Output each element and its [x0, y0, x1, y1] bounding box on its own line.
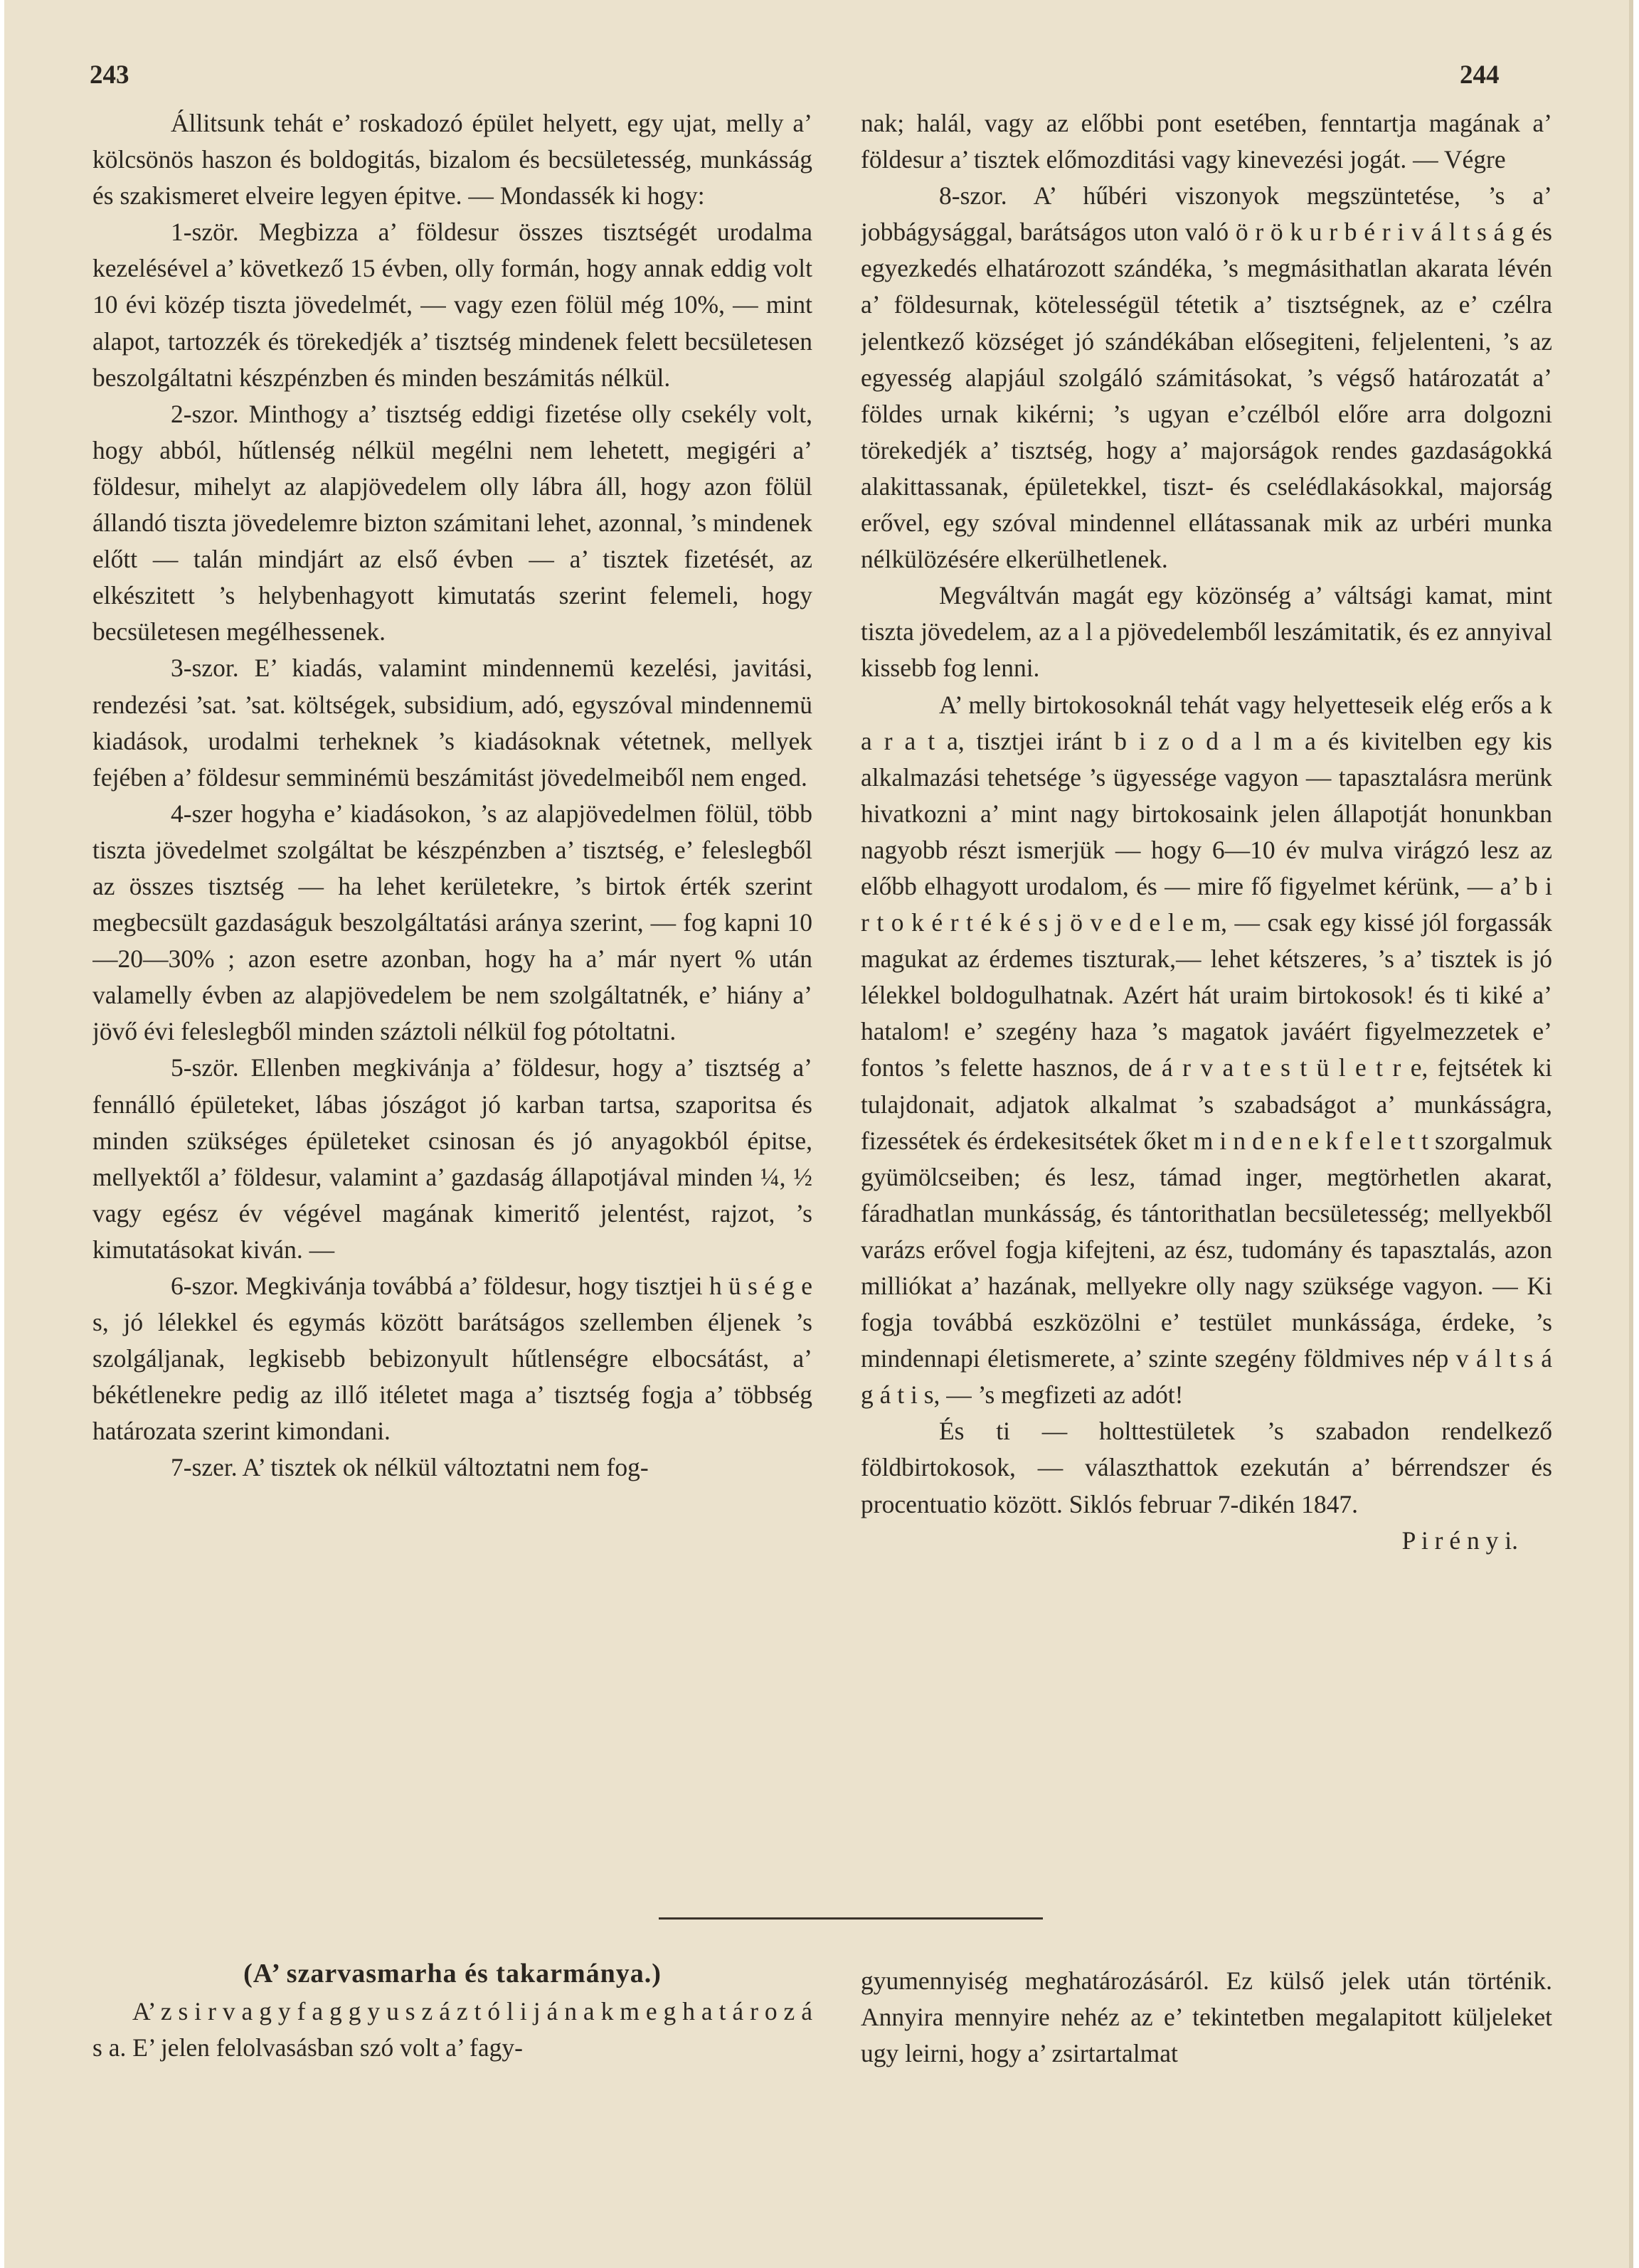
newspaper-page [4, 0, 1633, 2268]
paragraph: 4-szer hogyha e’ kiadásokon, ’s az alapjövedelmen fölül, több tiszta jövedelmet szolgáltat be készpénzben a’ tisztség, e’ feleslegből az összes tisztség — ha lehet kerületekre, ’s birtok érték szerint megbecsült gazdaságuk beszolgáltatási aránya szerint, — fog kapni 10—20—30% ; azon esetre azonban, hogy ha a’ már nyert % után valamelly évben az alapjövedelem be nem szolgáltatnék, e’ hiány a’ jövő évi feleslegből minden száztoli nélkül fog pótoltatni. [92, 799, 812, 1046]
paragraph: 3-szor. E’ kiadás, valamint mindennemü kezelési, javitási, rendezési ’sat. ’sat. költségek, subsidium, adó, egyszóval mindennemü kiadások, urodalmi terheknek ’s kiadásoknak vétetnek, mellyek fejében a’ földesur semminémü beszámitást jövedelmeiből nem enged. [92, 654, 812, 792]
paragraph: 6-szor. Megkivánja továbbá a’ földesur, hogy tisztjei h ü s é g e s, jó lélekkel és egymás között barátságos szellemben éljenek ’s szolgáljanak, legkisebb bebizonyult hűtlenségre elbocsátást, a’ békétlenekre pedig az illő itéletet maga a’ tisztség fogja a’ többség határozata szerint kimondani. [92, 1272, 812, 1446]
paragraph: 1-ször. Megbizza a’ földesur összes tisztségét urodalma kezelésével a’ következő 15 évben, olly formán, hogy annak eddig volt 10 évi közép tiszta jövedelmét, — vagy ezen fölül még 10%, — mint alapot, tartozzék és törekedjék a’ tisztség mindenek felett becsületesen beszolgáltatni készpénzben és minden beszámitás nélkül. [92, 218, 812, 392]
page-edge [1629, 0, 1633, 2268]
article-title: (A’ szarvasmarha és takarmánya.) [243, 1959, 662, 1989]
paragraph: Állitsunk tehát e’ roskadozó épület helyett, egy ujat, melly a’ kölcsönös haszon és boldogitás, bizalom és becsületesség, munkásság és szakismeret elveire legyen épitve. — Mondassék ki hogy: [92, 109, 812, 211]
signature: P i r é n y i. [1401, 1526, 1518, 1555]
bottom-article-right [861, 1963, 1552, 2072]
paragraph: 7-szer. A’ tisztek ok nélkül változtatni nem fog- [171, 1453, 649, 1482]
paragraph: 2-szor. Minthogy a’ tisztség eddigi fizetése olly csekély volt, hogy abból, hűtlenség nélkül megélni nem lehetett, megigéri a’ földesur, mihelyt az alapjövedelem olly lábra áll, hogy azon fölül állandó tiszta jövedelemre bizton számitani lehet, azonnal, ’s mindenek előtt — talán mindjárt az első évben — a’ tisztek fizetését, az elkészitett ’s helybenhagyott kimutatás szerint felemeli, hogy becsületesen megélhessenek. [92, 399, 812, 646]
section-divider [659, 1917, 1043, 1920]
left-column [92, 105, 812, 1926]
paragraph: 5-ször. Ellenben megkivánja a’ földesur, hogy a’ tisztség a’ fennálló épületeket, lábas jószágot jó karban tartsa, szaporitsa és minden szükséges épületeket csinosan és jó anyagokból épitse, mellyektől a’ földesur, valamint a’ gazdaság állapotjával minden ¼, ½ vagy egész év végével magának kimeritő jelentést, rajzot, ’s kimutatásokat kiván. — [92, 1053, 812, 1264]
paragraph: A’ melly birtokosoknál tehát vagy helyetteseik elég erős a k a r a t a, tisztjei iránt b i z o d a l m a és kivitelben egy kis alkalmazási tehetsége ’s ügyessége vagyon — tapasztalásra merünk hivatkozni a’ mint nagy birtokosaink jelen állapotját honunkban nagyobb részt ismerjük — hogy 6—10 év mulva virágzó lesz az előbb elhagyott urodalom, és — mire fő figyelmet kérünk, — a’ b i r t o k é r t é k é s j ö v e d e l e m, — csak egy kissé jól forgassák magukat az érdemes tiszturak,— lehet kétszeres, ’s a’ tisztek is jó lélekkel boldogulhatnak. Azért hát uraim birtokosok! és ti kiké a’ hatalom! e’ szegény haza ’s magatok javáért figyelmezzetek e’ fontos ’s felette hasznos, de á r v a t e s t ü l e t r e, fejtsétek ki tulajdonait, adjatok alkalmat ’s szabadságot a’ munkásságra, fizessétek és érdekesitsétek őket m i n d e n e k f e l e t t szorgalmuk gyümölcseiben; és lesz, támad inger, megtörhetlen akarat, fáradhatlan munkásság, és tántorithatlan becsületesség; mellyekből varázs erővel fogja kifejteni, az ész, tudomány és tapasztalás, azon milliókat a’ hazának, mellyekre olly nagy szüksége vagyon. — Ki fogja továbbá eszközölni e’ testület munkássága, érdeke, ’s mindennapi életismerete, a’ szinte szegény földmives nép v á l t s á g á t i s, — ’s megfizeti az adót! [861, 690, 1552, 1410]
page-number-left: 243 [90, 60, 129, 90]
right-column [861, 105, 1552, 1926]
paragraph: A’ z s i r v a g y f a g g y u s z á z t ó l i j á n a k m e g h a t á r o z á s a. E’ jelen felolvasásban szó volt a’ fagy- [92, 1997, 812, 2062]
page-number-right: 244 [1460, 60, 1500, 90]
paragraph: És ti — holttestületek ’s szabadon rendelkező földbirtokosok, — választhattok ezekután a’ bérrendszer és procentuatio között. Siklós februar 7-dikén 1847. [861, 1417, 1552, 1518]
bottom-article-left [92, 1956, 812, 2066]
paragraph: 8-szor. A’ hűbéri viszonyok megszüntetése, ’s a’ jobbágysággal, barátságos uton való ö r ö k u r b é r i v á l t s á g és egyezkedés elhatározott szándéka, ’s megmásithatlan akarata lévén a’ földesurnak, kötelességül tétetik a’ tisztségnek, az e’ czélra jelentkező községet jó szándékában elősegiteni, feljelenteni, ’s az egyesség alapjául szolgáló számitásokat, ’s végső határozatát a’ földes urnak kikérni; ’s ugyan e’czélból előre arra dolgozni törekedjék a’ tisztség, hogy a’ majorságok rendes gazdaságokká alakittassanak, épületekkel, tiszt- és cselédlakásokkal, majorság erővel, egy szóval mindennel ellátassanak mik az urbéri munka nélkülözésére elkerülhetlenek. [861, 181, 1552, 574]
paragraph: Megváltván magát egy közönség a’ váltsági kamat, mint tiszta jövedelem, az a l a pjövedelemből leszámitatik, és ez annyival kissebb fog lenni. [861, 581, 1552, 683]
paragraph: gyumennyiség meghatározásáról. Ez külső jelek után történik. Annyira mennyire nehéz az e’ tekintetben megalapitott küljeleket ugy leirni, hogy a’ zsirtartalmat [861, 1966, 1552, 2067]
paragraph: nak; halál, vagy az előbbi pont esetében, fenntartja magának a’ földesur a’ tisztek előmozditási vagy kinevezési jogát. — Végre [861, 109, 1552, 174]
